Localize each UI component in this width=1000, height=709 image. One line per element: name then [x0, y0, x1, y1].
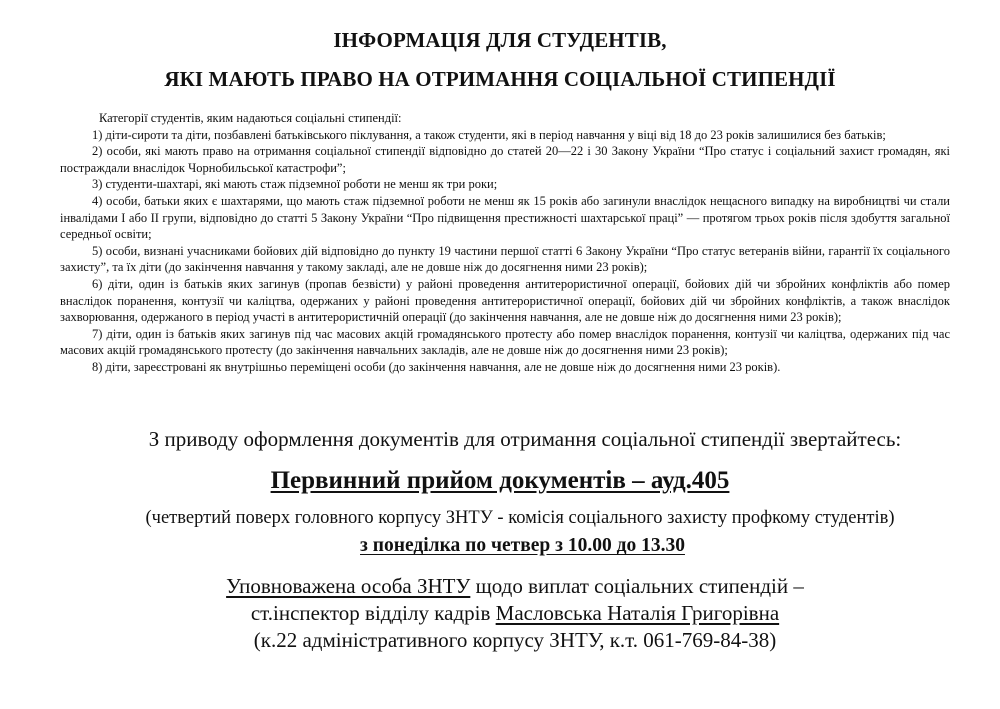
category-item-6: 6) діти, один із батьків яких загинув (пропав безвісти) у районі проведення антитерористичної операції, бойових дій чи збройних конфліктів або помер внаслідок поранення, контузії чи каліцтва, одержаних у районі проведення антитерористичної операції, бойових дій чи збройних конфліктів, а також внаслідок захворювання, одержаного в період участі в антитерористичній операції (до закінчення навчання, але не довше ніж до досягнення ними 23 років);: [60, 276, 950, 325]
responsible-position: ст.інспектор відділу кадрів: [250, 601, 496, 625]
responsible-role-line: [0, 574, 1000, 599]
category-item-4: 4) особи, батьки яких є шахтарями, що мають стаж підземної роботи не менш як 15 років або загинули внаслідок нещасного випадку на виробництві чи стали інвалідами І або ІІ групи, відповідно до статті 5 Закону України “Про підвищення престижності шахтарської праці” — протягом трьох років після здобуття загальної середньої освіти;: [60, 193, 950, 242]
categories-intro: Категорії студентів, яким надаються соціальні стипендії:: [99, 111, 402, 125]
reception-schedule: з понеділка по четвер з 10.00 до 13.30: [360, 535, 685, 556]
categories-list: [60, 110, 950, 376]
category-item-7: 7) діти, один із батьків яких загинув під час масових акцій громадянського протесту або помер внаслідок поранення, контузії чи каліцтва, одержаних під час масових акцій громадянського протесту (до закінчення навчальних закладів, але не довше ніж до досягнення ними 23 років);: [60, 326, 950, 358]
reception-location: (четвертий поверх головного корпусу ЗНТУ - комісія соціального захисту профкому студентів): [145, 508, 895, 528]
contact-heading: З приводу оформлення документів для отримання соціальної стипендії звертайтесь:: [148, 427, 902, 451]
document-title-line-1: ІНФОРМАЦІЯ ДЛЯ СТУДЕНТІВ,: [333, 28, 667, 52]
responsible-person-line: [0, 601, 1000, 626]
reception-room: Первинний прийом документів – ауд.405: [270, 467, 730, 494]
category-item-2: 2) особи, які мають право на отримання соціальної стипендії відповідно до статей 20—22 і 30 Закону України “Про статус і соціальний захист громадян, які постраждали внаслідок Чорнобильської катастрофи”;: [60, 144, 950, 175]
category-item-8: 8) діти, зареєстровані як внутрішньо переміщені особи (до закінчення навчання, але не довше ніж до досягнення ними 23 років).: [92, 359, 781, 374]
responsible-role: Уповноважена особа ЗНТУ: [226, 574, 471, 598]
responsible-name: Масловська Наталія Григорівна: [495, 601, 780, 625]
category-item-5: 5) особи, визнані учасниками бойових дій відповідно до пункту 19 частини першої статті 6 Закону України “Про статус ветеранів війни, гарантії їх соціального захисту”, та їх діти (до закінчення навчання у такому закладі, але не довше ніж до досягнення ними 23 років);: [60, 243, 950, 275]
category-item-3: 3) студенти-шахтарі, які мають стаж підземної роботи не менш як три роки;: [92, 177, 498, 192]
responsible-role-rest: щодо виплат соціальних стипендій –: [470, 574, 804, 598]
responsible-office: (к.22 адміністративного корпусу ЗНТУ, к.т. 061-769-84-38): [253, 628, 777, 652]
category-item-1: 1) діти-сироти та діти, позбавлені батьківського піклування, а також студенти, які в період навчання у віці від 18 до 23 років залишилися без батьків;: [92, 127, 886, 142]
document-title-line-2: ЯКІ МАЮТЬ ПРАВО НА ОТРИМАННЯ СОЦІАЛЬНОЇ СТИПЕНДІЇ: [164, 67, 836, 91]
